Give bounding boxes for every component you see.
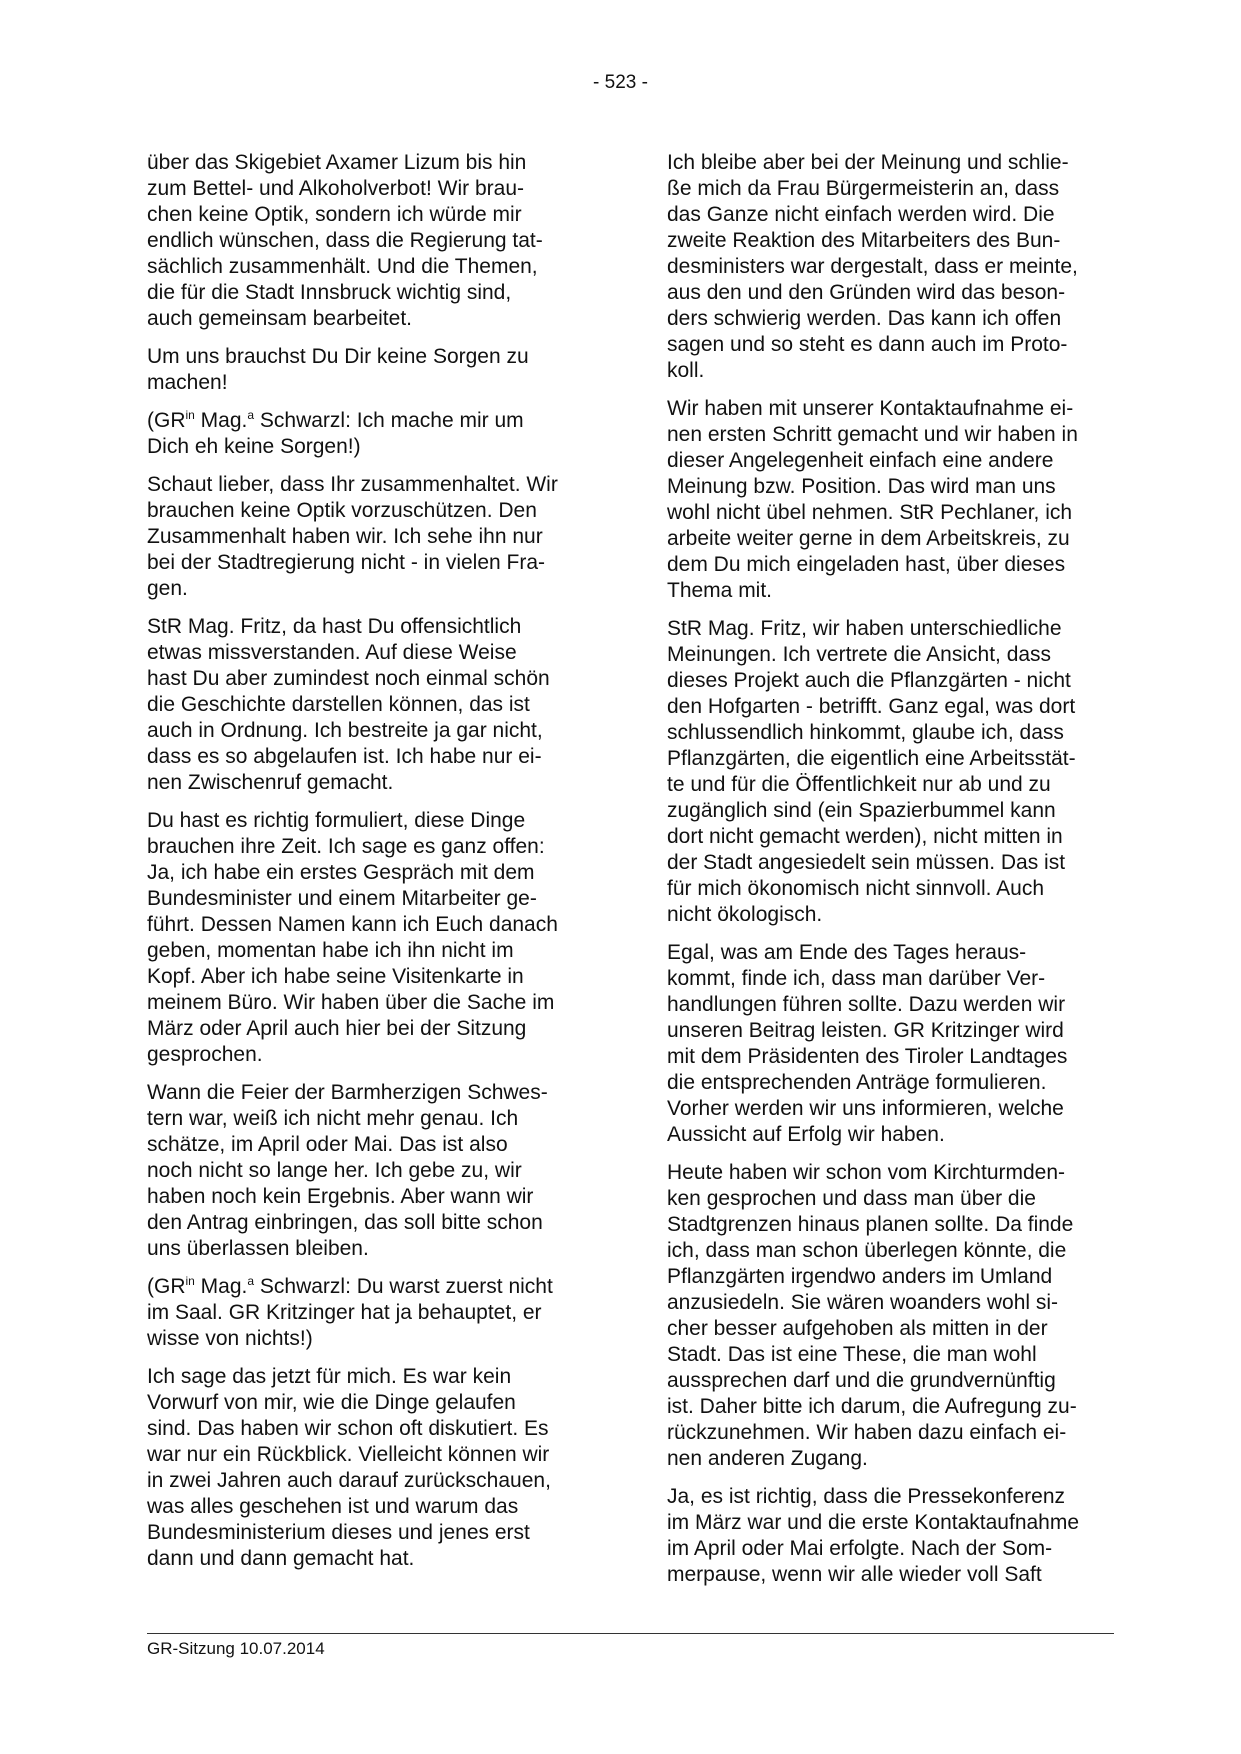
text-line: Um uns brauchst Du Dir keine Sorgen zu (147, 345, 529, 368)
text-line: Du hast es richtig formuliert, diese Dinge (147, 809, 526, 832)
text-line: dass es so abgelaufen ist. Ich habe nur ei- (147, 745, 542, 768)
text-line: schlussendlich hinkommt, glaube ich, dass (667, 721, 1064, 744)
text-line: März oder April auch hier bei der Sitzung (147, 1017, 527, 1040)
text-line: dem Du mich eingeladen hast, über dieses (667, 553, 1066, 576)
interjection-paragraph (147, 408, 599, 460)
text-line: Ja, es ist richtig, dass die Pressekonferenz (667, 1485, 1066, 1508)
text-line: im Saal. GR Kritzinger hat ja behauptet, er (147, 1301, 542, 1324)
text-line: nen Zwischenruf gemacht. (147, 771, 394, 794)
text-line: schätze, im April oder Mai. Das ist also (147, 1133, 508, 1156)
left-column (147, 150, 599, 1584)
text-line: Ja, ich habe ein erstes Gespräch mit dem (147, 861, 535, 884)
text-line: Heute haben wir schon vom Kirchturmden- (667, 1161, 1066, 1184)
text-line (147, 1274, 599, 1300)
paragraph (147, 1364, 599, 1572)
text-line: im März war und die erste Kontaktaufnahme (667, 1511, 1080, 1534)
text-line: gesprochen. (147, 1043, 263, 1066)
text-line: Meinungen. Ich vertrete die Ansicht, dass (667, 643, 1052, 666)
interjection-paragraph (147, 1274, 599, 1352)
text-line: Aussicht auf Erfolg wir haben. (667, 1123, 945, 1146)
text-line: ist. Daher bitte ich darum, die Aufregung zu- (667, 1395, 1077, 1418)
text-line: Bundesministerium dieses und jenes erst (147, 1521, 530, 1544)
paragraph (147, 808, 599, 1068)
text-line: Thema mit. (667, 579, 773, 602)
text-line: der Stadt angesiedelt sein müssen. Das ist (667, 851, 1066, 874)
text-line: auch gemeinsam bearbeitet. (147, 307, 412, 330)
text-line: handlungen führen sollte. Dazu werden wir (667, 993, 1066, 1016)
text-line: den Antrag einbringen, das soll bitte schon (147, 1211, 543, 1234)
text-line: Wir haben mit unserer Kontaktaufnahme ei- (667, 397, 1074, 420)
text-line: zugänglich sind (ein Spazierbummel kann (667, 799, 1056, 822)
text-line: StR Mag. Fritz, da hast Du offensichtlich (147, 615, 522, 638)
text-line: aus den und den Gründen wird das beson- (667, 281, 1066, 304)
text-line: dann und dann gemacht hat. (147, 1547, 415, 1570)
text-line: nicht ökologisch. (667, 903, 823, 926)
superscript: in (185, 408, 195, 422)
footer-text: GR-Sitzung 10.07.2014 (147, 1639, 325, 1658)
text-line: was alles geschehen ist und warum das (147, 1495, 519, 1518)
text-line: StR Mag. Fritz, wir haben unterschiedliche (667, 617, 1062, 640)
text-line: die für die Stadt Innsbruck wichtig sind, (147, 281, 512, 304)
paragraph (147, 472, 599, 602)
text-line: Bundesminister und einem Mitarbeiter ge- (147, 887, 537, 910)
text-line: Pflanzgärten, die eigentlich eine Arbeitsstät- (667, 747, 1076, 770)
text-line: Zusammenhalt haben wir. Ich sehe ihn nur (147, 525, 543, 548)
paragraph (147, 614, 599, 796)
text-line: Meinung bzw. Position. Das wird man uns (667, 475, 1056, 498)
text-line: geben, momentan habe ich ihn nicht im (147, 939, 514, 962)
interjection-text: Schwarzl: Du warst zuerst nicht (254, 1275, 553, 1298)
text-line: uns überlassen bleiben. (147, 1237, 369, 1260)
text-line: etwas missverstanden. Auf diese Weise (147, 641, 517, 664)
paragraph (667, 396, 1119, 604)
text-line: endlich wünschen, dass die Regierung tat- (147, 229, 543, 252)
text-line: ße mich da Frau Bürgermeisterin an, dass (667, 177, 1060, 200)
interjection-text: Schwarzl: Ich mache mir um (254, 409, 524, 432)
text-line: das Ganze nicht einfach werden wird. Die (667, 203, 1055, 226)
text-line: wisse von nichts!) (147, 1327, 313, 1350)
text-line: brauchen ihre Zeit. Ich sage es ganz offen: (147, 835, 545, 858)
text-line: nen anderen Zugang. (667, 1447, 868, 1470)
text-line: Vorher werden wir uns informieren, welche (667, 1097, 1064, 1120)
text-line: unseren Beitrag leisten. GR Kritzinger wird (667, 1019, 1064, 1042)
text-line: desministers war dergestalt, dass er meinte, (667, 255, 1078, 278)
paragraph (667, 150, 1119, 384)
interjection-open: (GR (147, 1275, 186, 1298)
text-line: hast Du aber zumindest noch einmal schön (147, 667, 550, 690)
text-line: bei der Stadtregierung nicht - in vielen Fra- (147, 551, 546, 574)
text-line: tern war, weiß ich nicht mehr genau. Ich (147, 1107, 519, 1130)
text-line: te und für die Öffentlichkeit nur ab und zu (667, 773, 1051, 796)
text-line: im April oder Mai erfolgte. Nach der Som- (667, 1537, 1053, 1560)
footer-divider (147, 1633, 1114, 1634)
text-line: rückzunehmen. Wir haben dazu einfach ei- (667, 1421, 1067, 1444)
text-line: auch in Ordnung. Ich bestreite ja gar nicht, (147, 719, 543, 742)
text-line: ken gesprochen und dass man über die (667, 1187, 1036, 1210)
text-line: Ich sage das jetzt für mich. Es war kein (147, 1365, 512, 1388)
text-line: war nur ein Rückblick. Vielleicht können wir (147, 1443, 550, 1466)
paragraph (667, 940, 1119, 1148)
text-line: Stadt. Das ist eine These, die man wohl (667, 1343, 1037, 1366)
text-line: Vorwurf von mir, wie die Dinge gelaufen (147, 1391, 516, 1414)
interjection-title: Mag. (194, 1275, 248, 1298)
text-line: zum Bettel- und Alkoholverbot! Wir brau- (147, 177, 524, 200)
paragraph (667, 1160, 1119, 1472)
text-line: die Geschichte darstellen können, das ist (147, 693, 530, 716)
text-line: haben noch kein Ergebnis. Aber wann wir (147, 1185, 534, 1208)
interjection-title: Mag. (194, 409, 248, 432)
text-line: aussprechen darf und die grundvernünftig (667, 1369, 1056, 1392)
text-line: Schaut lieber, dass Ihr zusammenhaltet. Wir (147, 473, 558, 496)
paragraph (147, 344, 599, 396)
text-line: dieses Projekt auch die Pflanzgärten - nicht (667, 669, 1071, 692)
text-line: nen ersten Schritt gemacht und wir haben in (667, 423, 1078, 446)
text-line: zweite Reaktion des Mitarbeiters des Bun- (667, 229, 1061, 252)
text-line: Wann die Feier der Barmherzigen Schwes- (147, 1081, 548, 1104)
text-line: ders schwierig werden. Das kann ich offen (667, 307, 1062, 330)
paragraph (147, 1080, 599, 1262)
right-column (667, 150, 1119, 1600)
interjection-open: (GR (147, 409, 186, 432)
text-line: Dich eh keine Sorgen!) (147, 435, 361, 458)
text-line: wohl nicht übel nehmen. StR Pechlaner, ich (667, 501, 1073, 524)
text-line (147, 408, 599, 434)
text-line: Egal, was am Ende des Tages heraus- (667, 941, 1027, 964)
text-line: sind. Das haben wir schon oft diskutiert. Es (147, 1417, 549, 1440)
text-line: dort nicht gemacht werden), nicht mitten in (667, 825, 1063, 848)
text-line: ich, dass man schon überlegen könnte, die (667, 1239, 1067, 1262)
page-number: - 523 - (593, 72, 648, 93)
text-line: für mich ökonomisch nicht sinnvoll. Auch (667, 877, 1045, 900)
text-line: sagen und so steht es dann auch im Proto- (667, 333, 1068, 356)
text-line: koll. (667, 359, 705, 382)
text-line: über das Skigebiet Axamer Lizum bis hin (147, 151, 527, 174)
superscript: in (185, 1274, 195, 1288)
text-line: merpause, wenn wir alle wieder voll Saft (667, 1563, 1042, 1586)
text-line: Pflanzgärten irgendwo anders im Umland (667, 1265, 1053, 1288)
paragraph (667, 1484, 1119, 1588)
text-line: noch nicht so lange her. Ich gebe zu, wir (147, 1159, 522, 1182)
superscript: a (247, 408, 255, 422)
text-line: cher besser aufgehoben als mitten in der (667, 1317, 1048, 1340)
text-line: brauchen keine Optik vorzuschützen. Den (147, 499, 537, 522)
text-line: gen. (147, 577, 188, 600)
superscript: a (247, 1274, 255, 1288)
text-line: kommt, finde ich, dass man darüber Ver- (667, 967, 1046, 990)
text-line: mit dem Präsidenten des Tiroler Landtages (667, 1045, 1068, 1068)
text-line: meinem Büro. Wir haben über die Sache im (147, 991, 555, 1014)
text-line: den Hofgarten - betrifft. Ganz egal, was dort (667, 695, 1076, 718)
text-line: führt. Dessen Namen kann ich Euch danach (147, 913, 558, 936)
text-line: Ich bleibe aber bei der Meinung und schlie- (667, 151, 1069, 174)
text-line: in zwei Jahren auch darauf zurückschauen, (147, 1469, 551, 1492)
text-line: machen! (147, 371, 228, 394)
paragraph (147, 150, 599, 332)
text-line: dieser Angelegenheit einfach eine andere (667, 449, 1054, 472)
text-line: Kopf. Aber ich habe seine Visitenkarte in (147, 965, 524, 988)
text-line: Stadtgrenzen hinaus planen sollte. Da finde (667, 1213, 1074, 1236)
paragraph (667, 616, 1119, 928)
text-line: anzusiedeln. Sie wären woanders wohl si- (667, 1291, 1059, 1314)
text-line: arbeite weiter gerne in dem Arbeitskreis, zu (667, 527, 1070, 550)
text-line: die entsprechenden Anträge formulieren. (667, 1071, 1047, 1094)
text-line: chen keine Optik, sondern ich würde mir (147, 203, 522, 226)
text-line: sächlich zusammenhält. Und die Themen, (147, 255, 538, 278)
